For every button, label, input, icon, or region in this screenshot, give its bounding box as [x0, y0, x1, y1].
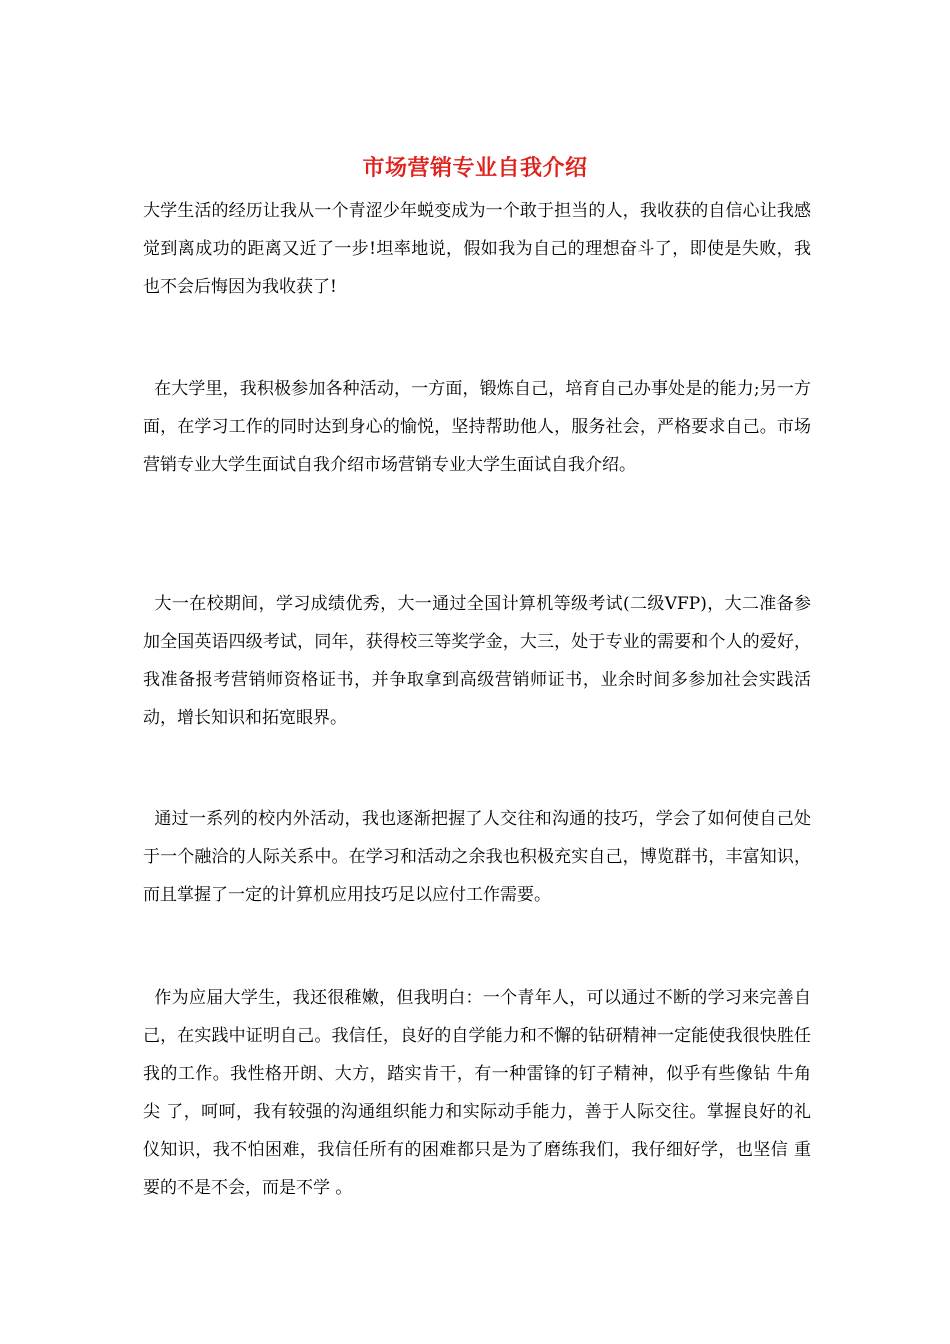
paragraph-4: 通过一系列的校内外活动，我也逐渐把握了人交往和沟通的技巧，学会了如何使自己处于一个融洽的人际关系中。在学习和活动之余我也积极充实自己，博览群书，丰富知识，而且掌握了一定的计算机应用技巧足以应付工作需要。 [143, 809, 812, 905]
paragraph-1: 大学生活的经历让我从一个青涩少年蜕变成为一个敢于担当的人，我收获的自信心让我感觉到离成功的距离又近了一步!坦率地说，假如我为自己的理想奋斗了，即使是失败，我也不会后悔因为我收获了! [143, 201, 811, 297]
paragraph-2: 在大学里，我积极参加各种活动，一方面，锻炼自己，培育自己办事处是的能力;另一方面，在学习工作的同时达到身心的愉悦，坚持帮助他人，服务社会，严格要求自己。市场营销专业大学生面试自我介绍市场营销专业大学生面试自我介绍。 [143, 379, 811, 475]
document-title: 市场营销专业自我介绍 [362, 155, 588, 181]
paragraph-3: 大一在校期间，学习成绩优秀，大一通过全国计算机等级考试(二级VFP)，大二准备参加全国英语四级考试，同年，获得校三等奖学金，大三，处于专业的需要和个人的爱好，我准备报考营销师资格证书，并争取拿到高级营销师证书，业余时间多参加社会实践活动，增长知识和拓宽眼界。 [143, 594, 811, 728]
paragraph-5: 作为应届大学生，我还很稚嫩，但我明白：一个青年人，可以通过不断的学习来完善自己，在实践中证明自己。我信任，良好的自学能力和不懈的钻研精神一定能使我很快胜任我的工作。我性格开朗、大方，踏实肯干，有一种雷锋的钉子精神，似乎有些像钻 牛角尖 了，呵呵，我有较强的沟通组织能力和实际动手能力，善于人际交往。掌握良好的礼仪知识，我不怕困难，我信任所有的困难都只是为了磨练我们，我仔细好学，也坚信 重要的不是不会，而是不学 。 [143, 988, 812, 1198]
